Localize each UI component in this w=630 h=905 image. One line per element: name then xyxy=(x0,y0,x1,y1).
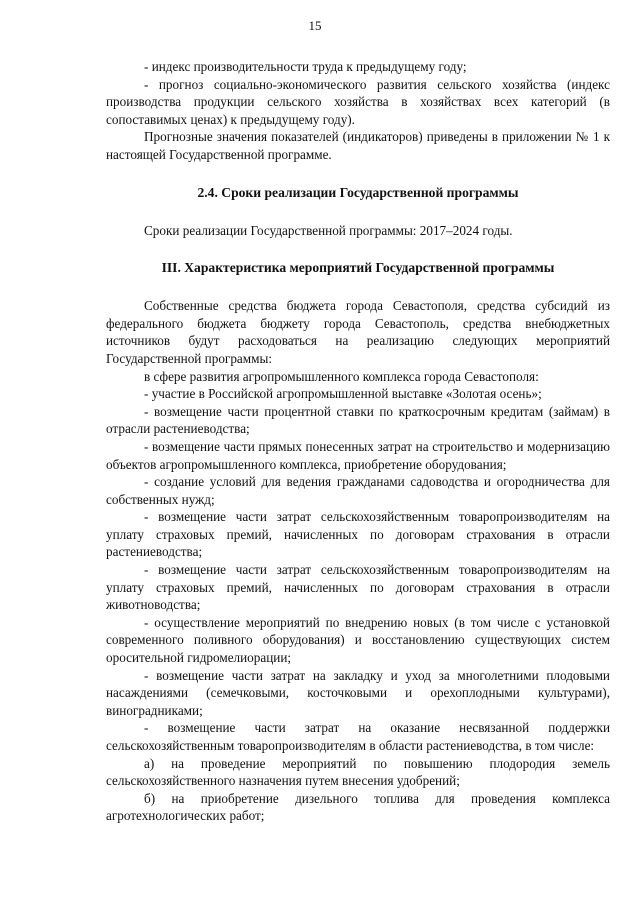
paragraph: - прогноз социально-экономического развития сельского хозяйства (индекс производства продукции сельского хозяйства в хозяйствах всех категорий (в сопоставимых ценах) к предыдущему году). xyxy=(106,76,610,127)
paragraph: в сфере развития агропромышленного комплекса города Севастополя: xyxy=(144,368,539,384)
list-item: - возмещение части затрат на закладку и уход за многолетними плодовыми насаждениями (семечковыми, косточковыми и орехоплодными культурами), виноградниками; xyxy=(106,667,610,718)
sub-list-item: а) на проведение мероприятий по повышению плодородия земель сельскохозяйственного назначения путем внесения удобрений; xyxy=(106,755,610,789)
list-item: - осуществление мероприятий по внедрению новых (в том числе с установкой современного поливного оборудования) и восстановлению существующих систем оросительной гидромелиорации; xyxy=(106,614,610,666)
paragraph: Прогнозные значения показателей (индикаторов) приведены в приложении № 1 к настоящей Государственной программе. xyxy=(106,129,610,162)
paragraph: Собственные средства бюджета города Севастополя, средства субсидий из федерального бюджета бюджету города Севастополь, средства внебюджетных источников будут расходоваться на реализацию следующих мероприятий Государственной программы: xyxy=(106,298,610,366)
page-number: 15 xyxy=(308,18,322,33)
list-item: - возмещение части затрат сельскохозяйственным товаропроизводителям на уплату страховых премий, начисленных по договорам страхования в отрасли животноводства; xyxy=(106,562,610,613)
document-body xyxy=(106,58,610,825)
list-item: - возмещение части затрат на оказание несвязанной поддержки сельскохозяйственным товаропроизводителям в области растениеводства, в том числе: xyxy=(106,720,610,753)
list-item: - возмещение части процентной ставки по краткосрочным кредитам (займам) в отрасли растениеводства; xyxy=(106,403,610,437)
list-item: - возмещение части прямых понесенных затрат на строительство и модернизацию объектов агропромышленного комплекса, приобретение оборудования; xyxy=(106,438,610,472)
sub-list-item: б) на приобретение дизельного топлива для проведения комплекса агротехнологических работ; xyxy=(106,790,610,824)
list-item: - участие в Российской агропромышленной выставке «Золотая осень»; xyxy=(144,386,542,402)
paragraph: Сроки реализации Государственной программы: 2017–2024 годы. xyxy=(144,222,513,238)
list-item: - создание условий для ведения гражданами садоводства и огородничества для собственных нужд; xyxy=(106,474,610,507)
paragraph: - индекс производительности труда к предыдущему году; xyxy=(144,59,467,74)
section-heading-3: III. Характеристика мероприятий Государственной программы xyxy=(161,260,555,276)
list-item: - возмещение части затрат сельскохозяйственным товаропроизводителям на уплату страховых премий, начисленных по договорам страхования в отрасли растениеводства; xyxy=(106,509,610,560)
section-heading-2-4: 2.4. Сроки реализации Государственной программы xyxy=(197,184,519,200)
